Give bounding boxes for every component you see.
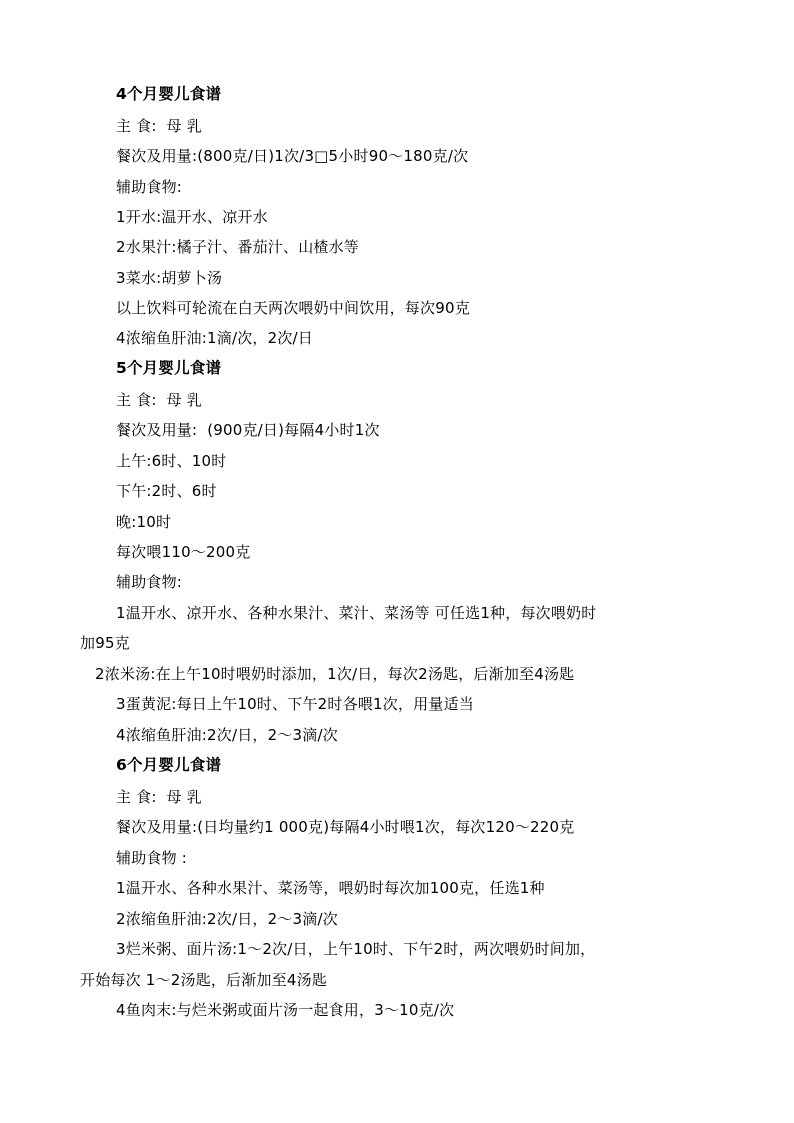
text-line: 餐次及用量: (900克/日)每隔4小时1次 (116, 421, 380, 439)
text-line: 开始每次 1～2汤匙，后渐加至4汤匙 (80, 971, 327, 989)
text-line: 3蛋黄泥:每日上午10时、下午2时各喂1次，用量适当 (116, 695, 474, 713)
text-line: 辅助食物 : (116, 849, 188, 867)
text-line: 3菜水:胡萝卜汤 (116, 269, 223, 287)
section-title-4-month: 4个月婴儿食谱 (116, 85, 222, 103)
text-line: 餐次及用量:(日均量约1 000克)每隔4小时喂1次，每次120～220克 (116, 818, 575, 836)
section-title-5-month: 5个月婴儿食谱 (116, 359, 222, 377)
text-line: 4浓缩鱼肝油:1滴/次，2次/日 (116, 329, 313, 347)
text-line: 3烂米粥、面片汤:1～2次/日，上午10时、下午2时，两次喂奶时间加， (116, 940, 596, 958)
text-line: 辅助食物: (116, 178, 183, 196)
text-line: 辅助食物: (116, 573, 183, 591)
section-title-6-month: 6个月婴儿食谱 (116, 756, 222, 774)
text-line: 2浓缩鱼肝油:2次/日，2～3滴/次 (116, 910, 338, 928)
text-line: 主 食: 母 乳 (116, 391, 202, 409)
text-line: 主 食: 母 乳 (116, 788, 202, 806)
text-line: 下午:2时、6时 (116, 482, 217, 500)
text-line: 主 食: 母 乳 (116, 117, 202, 135)
text-line: 1温开水、凉开水、各种水果汁、菜汁、菜汤等 可任选1种，每次喂奶时 (116, 604, 597, 622)
text-line: 2水果汁:橘子汁、番茄汁、山楂水等 (116, 238, 359, 256)
text-line: 4浓缩鱼肝油:2次/日，2～3滴/次 (116, 726, 338, 744)
text-line: 1开水:温开水、凉开水 (116, 208, 268, 226)
text-line: 每次喂110～200克 (116, 543, 251, 561)
text-line: 2浓米汤:在上午10时喂奶时添加，1次/日，每次2汤匙，后渐加至4汤匙 (95, 665, 575, 683)
text-line: 以上饮料可轮流在白天两次喂奶中间饮用，每次90克 (116, 299, 470, 317)
text-line: 4鱼肉末:与烂米粥或面片汤一起食用，3～10克/次 (116, 1001, 455, 1019)
text-line: 1温开水、各种水果汁、菜汤等，喂奶时每次加100克，任选1种 (116, 879, 545, 897)
text-line: 餐次及用量:(800克/日)1次/3□5小时90～180克/次 (116, 147, 469, 165)
text-line: 晚:10时 (116, 513, 172, 531)
text-line: 加95克 (80, 634, 130, 652)
text-line: 上午:6时、10时 (116, 452, 227, 470)
